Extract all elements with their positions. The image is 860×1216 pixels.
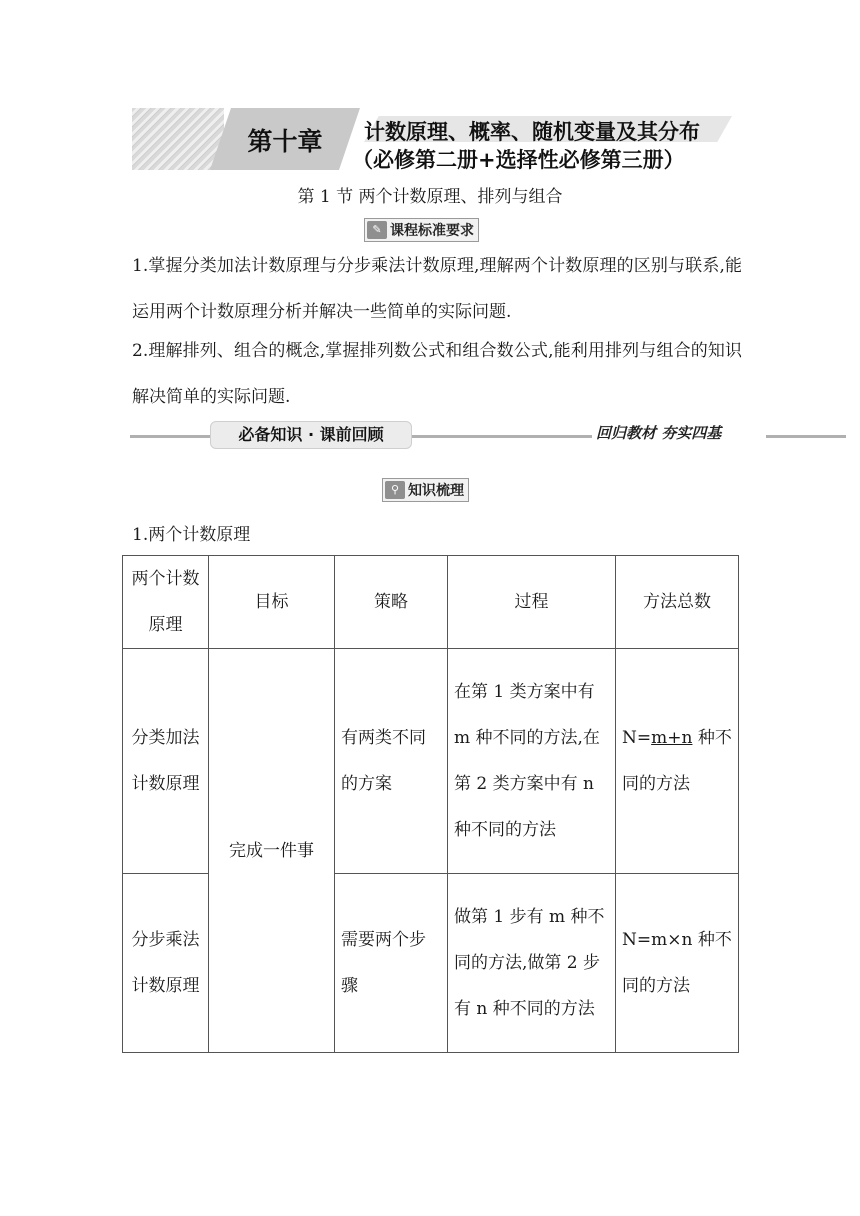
knowledge-motto: 回归教材 夯实四基 <box>596 424 722 442</box>
process-cell: 在第 1 类方案中有 m 种不同的方法,在第 2 类方案中有 n 种不同的方法 <box>448 649 616 874</box>
total-suffix: 种不同的方法 <box>622 930 732 996</box>
section-title: 第 1 节 两个计数原理、排列与组合 <box>297 187 563 207</box>
knowledge-tag-label: 知识梳理 <box>408 483 464 499</box>
chapter-subtitle: （必修第二册+选择性必修第三册） <box>352 148 685 172</box>
knowledge-tag <box>382 478 469 502</box>
chapter-banner <box>132 108 732 170</box>
header-total: 方法总数 <box>616 556 739 649</box>
strategy-cell: 需要两个步骤 <box>335 874 448 1053</box>
book-icon: ✎ <box>367 221 387 239</box>
total-cell <box>616 649 739 874</box>
divider-line-mid <box>412 435 592 438</box>
strategy-cell: 有两类不同的方案 <box>335 649 448 874</box>
knowledge-divider <box>130 424 846 446</box>
total-prefix: N= <box>622 728 652 748</box>
curriculum-tag-label: 课程标准要求 <box>390 223 474 239</box>
total-prefix: N=m×n <box>622 930 693 950</box>
table-row <box>123 649 739 874</box>
curriculum-tag <box>364 218 479 242</box>
header-principle: 两个计数原理 <box>123 556 209 649</box>
principle-name: 分类加法计数原理 <box>123 649 209 874</box>
divider-line-right <box>766 435 846 438</box>
banner-texture <box>132 108 224 170</box>
header-goal: 目标 <box>209 556 335 649</box>
header-process: 过程 <box>448 556 616 649</box>
counting-principles-table <box>122 555 739 1053</box>
requirement-2: 2.理解排列、组合的概念,掌握排列数公式和组合数公式,能利用排列与组合的知识解决简单的实际问题. <box>132 341 742 407</box>
knowledge-section-label: 必备知识 · 课前回顾 <box>210 421 412 449</box>
principle-name: 分步乘法计数原理 <box>123 874 209 1053</box>
divider-line-left <box>130 435 210 438</box>
sub-heading: 1.两个计数原理 <box>132 525 251 545</box>
requirement-1: 1.掌握分类加法计数原理与分步乘法计数原理,理解两个计数原理的区别与联系,能运用两个计数原理分析并解决一些简单的实际问题. <box>132 256 742 322</box>
total-cell <box>616 874 739 1053</box>
table-header-row <box>123 556 739 649</box>
process-cell: 做第 1 步有 m 种不同的方法,做第 2 步有 n 种不同的方法 <box>448 874 616 1053</box>
chapter-title: 计数原理、概率、随机变量及其分布 <box>364 120 700 144</box>
total-answer: m+n <box>651 728 693 748</box>
compass-icon: ⚲ <box>385 481 405 499</box>
total-suffix: 种不同的方法 <box>622 728 732 794</box>
goal-cell: 完成一件事 <box>209 649 335 1053</box>
chapter-number: 第十章 <box>247 127 323 156</box>
header-strategy: 策略 <box>335 556 448 649</box>
